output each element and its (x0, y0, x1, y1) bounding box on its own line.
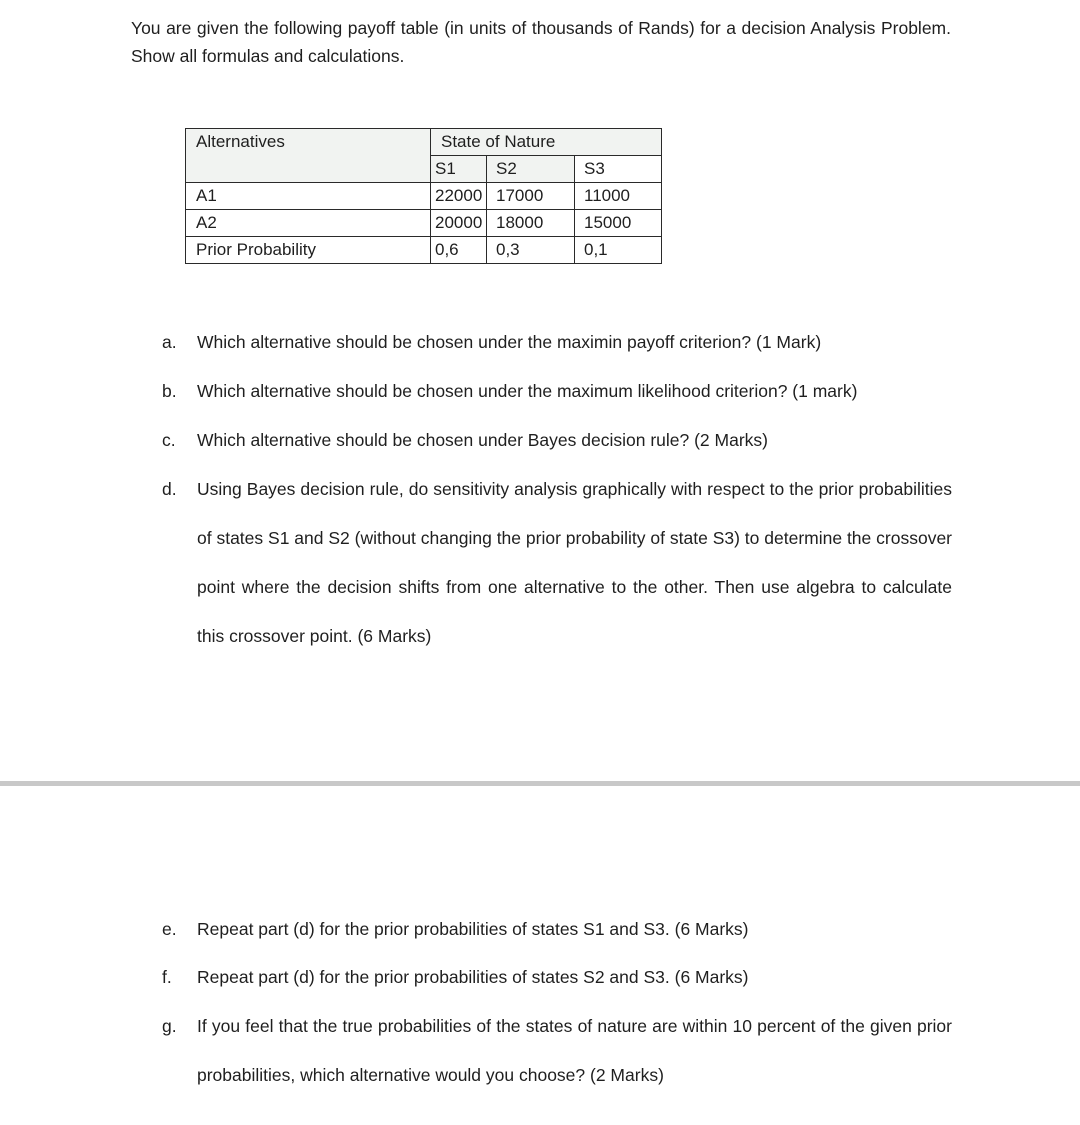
alternatives-header: Alternatives (186, 129, 431, 183)
question-text: Which alternative should be chosen under Bayes decision rule? (2 Marks) (197, 430, 768, 450)
table-row (186, 183, 662, 210)
intro-paragraph: You are given the following payoff table (in units of thousands of Rands) for a decision Analysis Problem. Show all formulas and calculations. (131, 18, 951, 66)
question-text: Using Bayes decision rule, do sensitivity analysis graphically with respect to the prior probabilities of states S1 and S2 (without changing the prior probability of state S3) to determine the crossover point where the decision shifts from one alternative to the other. Then use algebra to calculate this crossover point. (6 Marks) (197, 479, 952, 646)
state-s1-header: S1 (431, 156, 487, 183)
question-letter: b. (162, 381, 177, 401)
cell-prior-s1: 0,6 (431, 237, 487, 264)
payoff-table (185, 128, 662, 264)
question-text: Which alternative should be chosen under the maximum likelihood criterion? (1 mark) (197, 381, 858, 401)
question-text: If you feel that the true probabilities of the states of nature are within 10 percent of the given prior probabilities, which alternative would you choose? (2 Marks) (197, 1016, 952, 1085)
table-row (186, 210, 662, 237)
cell-prior-s2: 0,3 (487, 237, 575, 264)
table-header-row (186, 129, 662, 156)
cell-a1-s1: 22000 (431, 183, 487, 210)
question-letter: d. (162, 479, 177, 499)
state-s2-header: S2 (487, 156, 575, 183)
row-label-a2: A2 (186, 210, 431, 237)
question-letter: a. (162, 332, 177, 352)
cell-a2-s1: 20000 (431, 210, 487, 237)
state-s3-header: S3 (575, 156, 662, 183)
cell-a1-s3: 11000 (575, 183, 662, 210)
question-text: Repeat part (d) for the prior probabilities of states S2 and S3. (6 Marks) (197, 967, 749, 987)
cell-a2-s3: 15000 (575, 210, 662, 237)
row-label-a1: A1 (186, 183, 431, 210)
question-letter: c. (162, 430, 176, 450)
state-of-nature-header: State of Nature (431, 129, 662, 156)
question-letter: e. (162, 919, 177, 939)
row-label-prior-probability: Prior Probability (186, 237, 431, 264)
table-row (186, 237, 662, 264)
question-text: Repeat part (d) for the prior probabilities of states S1 and S3. (6 Marks) (197, 919, 749, 939)
cell-a1-s2: 17000 (487, 183, 575, 210)
page-divider (0, 781, 1080, 786)
question-text: Which alternative should be chosen under the maximin payoff criterion? (1 Mark) (197, 332, 822, 352)
cell-a2-s2: 18000 (487, 210, 575, 237)
question-letter: f. (162, 967, 172, 987)
cell-prior-s3: 0,1 (575, 237, 662, 264)
question-letter: g. (162, 1016, 177, 1036)
